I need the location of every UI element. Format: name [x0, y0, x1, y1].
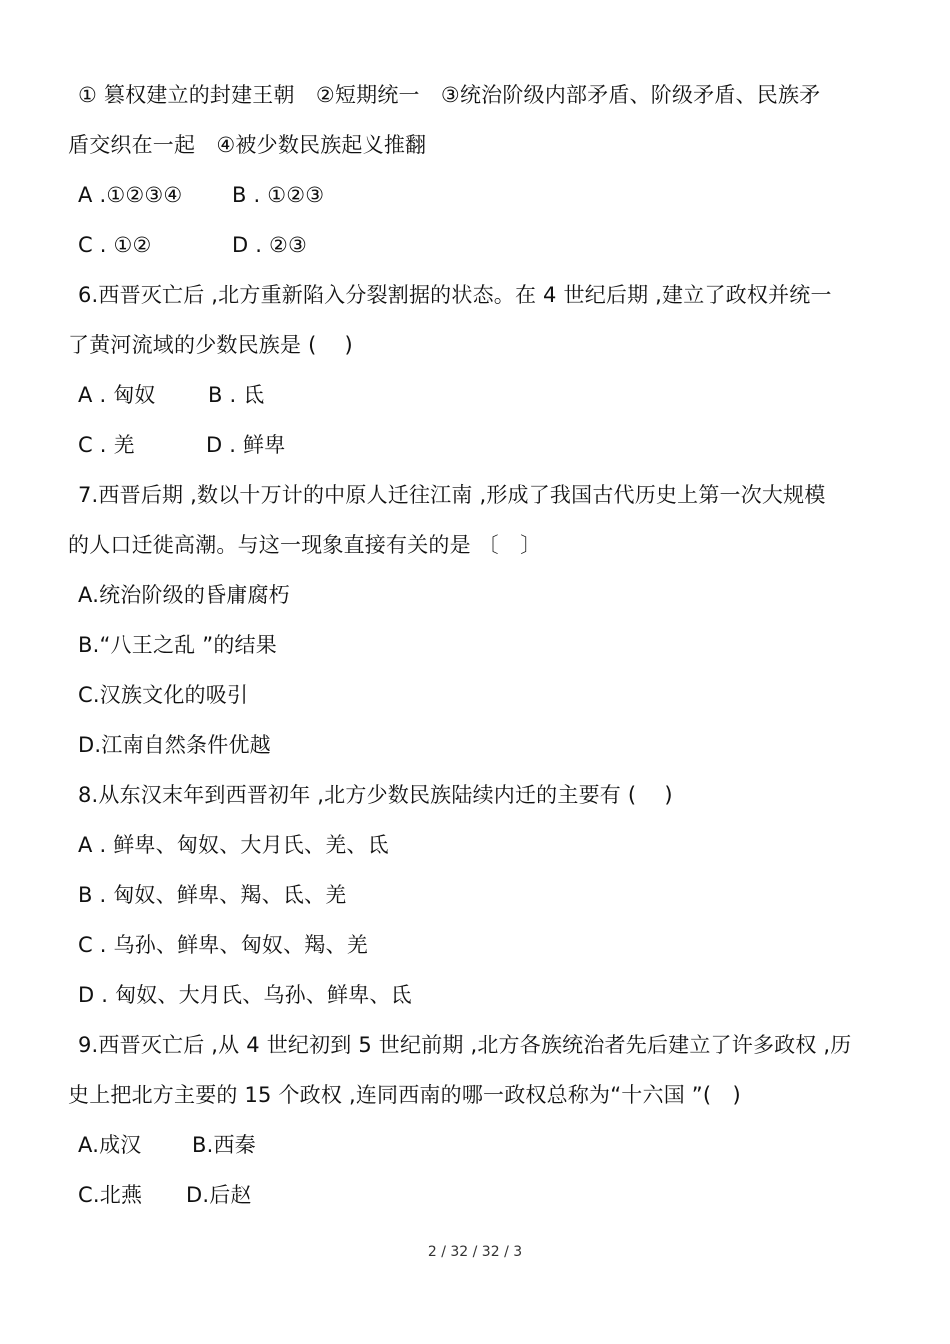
q9-option-a: A.成汉: [78, 1133, 142, 1157]
q5-options-row-1: [78, 180, 324, 210]
q7-stem-line-2: 的人口迁徙高潮。与这一现象直接有关的是 〔 〕: [68, 533, 542, 557]
q7-option-d: D.江南自然条件优越: [78, 733, 271, 757]
q8-option-c: C . 乌孙、鲜卑、匈奴、羯、羌: [78, 933, 368, 957]
q8-stem-line-1: 8.从东汉末年到西晋初年 ,北方少数民族陆续内迁的主要有 ( ): [78, 783, 673, 807]
q6-options-row-2: [78, 430, 285, 460]
q6-stem-line-1: 6.西晋灭亡后 ,北方重新陷入分裂割据的状态。在 4 世纪后期 ,建立了政权并统一: [78, 283, 832, 307]
q9-option-d: D.后赵: [186, 1183, 252, 1207]
q5-statement-line-1: ① 篡权建立的封建王朝 ②短期统一 ③统治阶级内部矛盾、阶级矛盾、民族矛: [78, 83, 821, 107]
q5-options-row-2: [78, 230, 307, 260]
q5-statement-line-2: 盾交织在一起 ④被少数民族起义推翻: [68, 133, 427, 157]
q9-options-row-1: [78, 1130, 256, 1160]
q8-option-d: D . 匈奴、大月氏、乌孙、鲜卑、氐: [78, 983, 412, 1007]
q7-option-a: A.统治阶级的昏庸腐朽: [78, 583, 290, 607]
q7-option-c: C.汉族文化的吸引: [78, 683, 249, 707]
page-number: 2 / 32 / 32 / 3: [427, 1244, 523, 1260]
q5-option-a: A .①②③④: [78, 183, 183, 207]
q5-option-c: C . ①②: [78, 233, 152, 257]
q5-option-d: D . ②③: [232, 233, 308, 257]
q9-options-row-2: [78, 1180, 252, 1210]
q9-option-c: C.北燕: [78, 1183, 143, 1207]
q8-option-a: A . 鲜卑、匈奴、大月氏、羌、氐: [78, 833, 389, 857]
q6-option-b: B . 氐: [208, 383, 265, 407]
q7-option-b: B.“八王之乱 ”的结果: [78, 633, 277, 657]
q6-stem-line-2: 了黄河流域的少数民族是 ( ): [68, 333, 353, 357]
q9-stem-line-2: 史上把北方主要的 15 个政权 ,连同西南的哪一政权总称为“十六国 ”( ): [68, 1083, 741, 1107]
q9-stem-line-1: 9.西晋灭亡后 ,从 4 世纪初到 5 世纪前期 ,北方各族统治者先后建立了许多政权 ,历: [78, 1033, 852, 1057]
q6-option-d: D . 鲜卑: [206, 433, 286, 457]
q5-option-b: B . ①②③: [232, 183, 325, 207]
q6-options-row-1: [78, 380, 264, 410]
q9-option-b: B.西秦: [192, 1133, 256, 1157]
q6-option-c: C . 羌: [78, 433, 135, 457]
q8-option-b: B . 匈奴、鲜卑、羯、氐、羌: [78, 883, 347, 907]
q6-option-a: A . 匈奴: [78, 383, 156, 407]
q7-stem-line-1: 7.西晋后期 ,数以十万计的中原人迁往江南 ,形成了我国古代历史上第一次大规模: [78, 483, 826, 507]
